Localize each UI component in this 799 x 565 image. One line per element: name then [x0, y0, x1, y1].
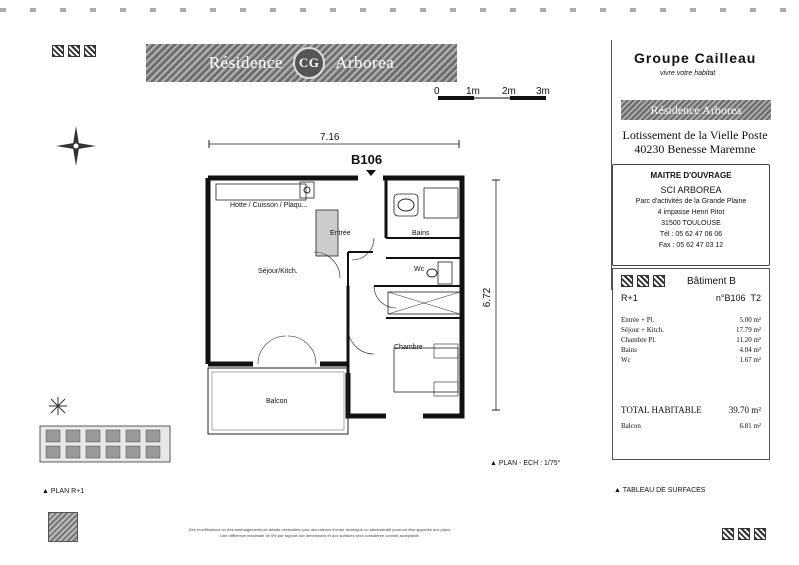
room-label-bains: Bains: [412, 230, 430, 237]
footer-qr-codes: [722, 527, 770, 545]
surface-table: [612, 268, 770, 460]
room-label-wc: Wc: [414, 266, 425, 273]
room-label-balcon: Balcon: [266, 398, 288, 405]
apartment-number: n°B106: [715, 293, 746, 303]
owner-line3: 31500 TOULOUSE: [661, 220, 721, 227]
owner-name: SCI ARBOREA: [660, 185, 722, 195]
plan-level-label: ▲ PLAN R+1: [42, 488, 85, 495]
residence-name-banner: Résidence Arborea: [621, 100, 771, 120]
owner-heading: MAITRE D'OUVRAGE: [650, 171, 732, 180]
small-compass-icon: [48, 396, 68, 416]
scale-tick-0: 0: [434, 86, 440, 97]
qr-code-icon: [653, 275, 665, 287]
apartment-type: T2: [750, 293, 761, 303]
qr-code-icon: [68, 45, 80, 57]
unit-label: B106: [351, 152, 383, 167]
qr-code-icon: [722, 528, 734, 540]
owner-fax: Fax : 05 62 47 03 12: [658, 242, 724, 249]
residence-banner: [146, 44, 457, 82]
owner-box: [612, 164, 770, 266]
plan-scale-label: ▲ PLAN - ECH : 1/75°: [490, 460, 561, 467]
balcon-row: Balcon 6.81 m²: [621, 422, 761, 430]
owner-line1: Parc d'activités de la Grande Plaine: [635, 198, 747, 205]
banner-title-left: Résidence: [208, 53, 284, 72]
room-row: Chambre Pl. 11.20 m²: [621, 336, 761, 344]
qr-code-icon: [738, 528, 750, 540]
height-dimension: 6.72: [482, 287, 494, 308]
total-row: TOTAL HABITABLE 39.70 m²: [621, 405, 761, 415]
qr-code-icon: [637, 275, 649, 287]
room-row: Séjour + Kitch. 17.79 m²: [621, 326, 761, 334]
width-dimension: 7.16: [320, 132, 340, 143]
room-label-sejour: Séjour/Kitch.: [258, 268, 298, 275]
scale-tick-2: 2m: [502, 86, 516, 97]
compass-rose-icon: [54, 124, 98, 168]
banner-title-right: Arborea: [335, 53, 395, 72]
residence-logo: CG: [293, 47, 325, 79]
legal-note: Des modifications ou des aménagements de détails nécessités pour des raisons d'ordre technique ou administratif pourront être apportés aux plans. Une différence maximale de 5% par rapport aux dimensions et aux surfaces sera considérée comme acceptable.: [188, 527, 452, 538]
owner-tel: Tél : 05 62 47 06 06: [659, 231, 723, 238]
top-scan-border: [0, 8, 799, 12]
qr-code-icon: [84, 45, 96, 57]
floor-label: R+1: [621, 293, 638, 303]
brand-tagline: vivre votre habitat: [660, 70, 716, 77]
room-row: Entrée + Pl. 5.00 m²: [621, 316, 761, 324]
kitchen-note: Hotte / Cuisson / Plaqu...: [230, 202, 308, 209]
cg-logo-icon: [48, 512, 78, 542]
room-label-chambre: Chambre: [394, 344, 423, 351]
room-label-entree: Entrée: [330, 230, 351, 237]
building-label: Bâtiment B: [687, 275, 736, 287]
qr-code-icon: [52, 45, 64, 57]
scale-tick-3: 3m: [536, 86, 550, 97]
qr-code-icon: [621, 275, 633, 287]
surface-table-label: ▲ TABLEAU DE SURFACES: [614, 487, 706, 494]
room-row: Wc 1.67 m²: [621, 356, 761, 364]
header-qr-codes: [52, 44, 100, 62]
residence-address: Lotissement de la Vielle Poste 40230 Benesse Maremne: [622, 128, 768, 156]
brand-name: Groupe Cailleau: [634, 50, 757, 66]
room-row: Bains 4.04 m²: [621, 346, 761, 354]
scale-tick-1: 1m: [466, 86, 480, 97]
qr-code-icon: [754, 528, 766, 540]
building-plan-thumbnail: [38, 418, 178, 468]
owner-line2: 4 impasse Henri Pitot: [657, 209, 725, 216]
